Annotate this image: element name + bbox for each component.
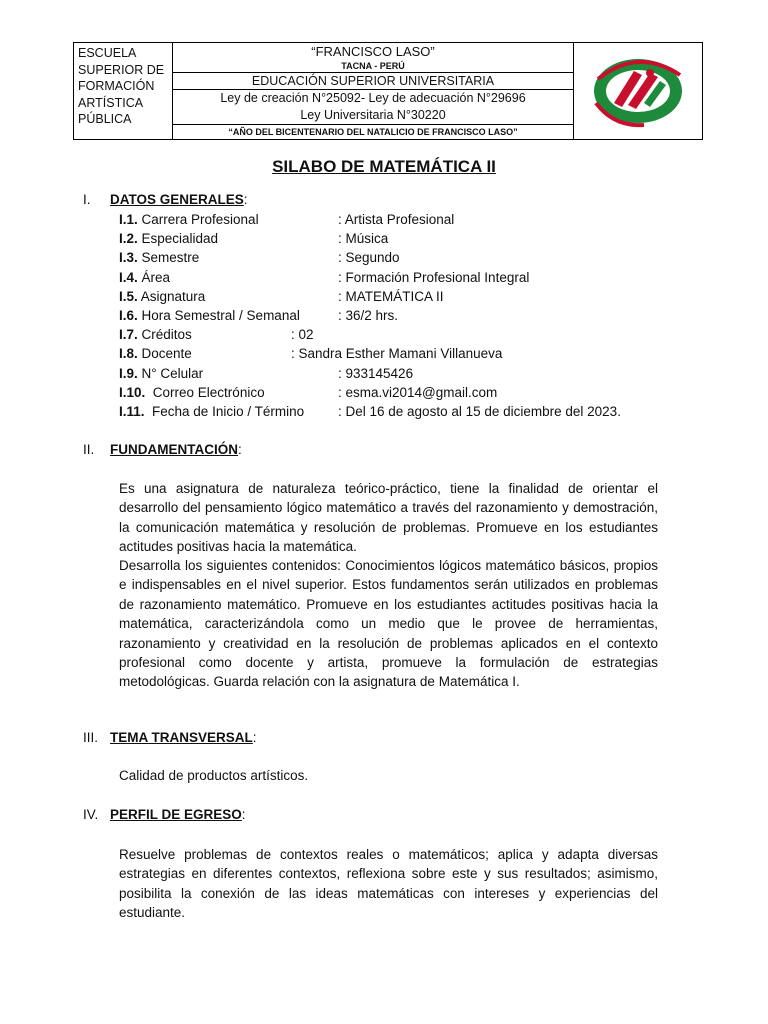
tema-transversal-text: Calidad de productos artísticos. (119, 768, 309, 783)
datos-value: : Segundo (338, 250, 400, 266)
datos-row (119, 402, 304, 421)
datos-value: : esma.vi2014@gmail.com (338, 384, 498, 400)
datos-label: Área (137, 269, 171, 285)
datos-label: Carrera Profesional (137, 212, 259, 227)
datos-label: Semestre (137, 250, 200, 266)
section-tema-transversal (83, 730, 257, 745)
section-number: I. (83, 192, 91, 207)
institution-name: “FRANCISCO LASO” (311, 44, 435, 59)
datos-code: I.4. (119, 269, 138, 285)
section-label: DATOS GENERALES (110, 192, 244, 207)
datos-label: Asignatura (137, 288, 206, 304)
datos-code: I.8. (119, 346, 138, 362)
datos-label: Especialidad (137, 231, 219, 247)
datos-value: : 02 (291, 327, 314, 343)
datos-value: : Música (338, 231, 389, 247)
fundamentacion-paragraph-2: Desarrolla los siguientes contenidos: Conocimientos lógicos matemático básicos, propios e indispensables en el nivel superior. Estos fundamentos serán utilizados en problemas de razonamiento matemático. Promueve en los estudiantes actitudes positivas hacia la matemática, caracterizándola como un medio que le provee de herramientas, razonamiento y creatividad en la resolución de problemas aplicados en el contexto profesional como docente y artista, promueve la formulación de estrategias metodológicas. Guarda relación con la asignatura de Matemática I. (119, 558, 658, 690)
datos-code: I.1. (119, 212, 138, 227)
section-colon: : (238, 442, 242, 457)
datos-label: Créditos (137, 327, 192, 343)
section-colon: : (241, 807, 246, 822)
section-number: II. (83, 442, 95, 457)
section-colon: : (252, 730, 257, 745)
section-label: FUNDAMENTACIÓN (110, 442, 238, 457)
datos-value: : Formación Profesional Integral (338, 269, 530, 285)
datos-code: I.7. (119, 327, 138, 343)
datos-row (119, 325, 192, 344)
datos-row (119, 268, 170, 287)
institution-location: TACNA - PERÚ (173, 60, 573, 73)
section-number: IV. (83, 807, 99, 822)
datos-code: I.6. (119, 308, 138, 323)
datos-label: Correo Electrónico (145, 384, 265, 400)
datos-label: N° Celular (137, 365, 204, 381)
datos-value: : 36/2 hrs. (338, 308, 399, 323)
perfil-egreso-text: Resuelve problemas de contextos reales o matemáticos; aplica y adapta diversas estrategias en diferentes contextos, reflexiona sobre este y sus resultados; asimismo, posibilita la conexión de las ideas matemáticas con intereses y experiencias del estudiante. (119, 847, 658, 921)
section-colon: : (243, 192, 248, 207)
header-table (73, 42, 703, 140)
page-title: SILABO DE MATEMÁTICA II (272, 157, 496, 176)
school-logo (588, 49, 688, 129)
section-label: TEMA TRANSVERSAL (110, 730, 253, 745)
law-info (173, 90, 573, 125)
law-line-2: Ley Universitaria N°30220 (300, 108, 446, 122)
section-datos-generales (83, 192, 248, 207)
datos-code: I.3. (119, 250, 138, 266)
section-label: PERFIL DE EGRESO (110, 807, 242, 822)
datos-code: I.11. (119, 404, 145, 419)
datos-row (119, 344, 192, 363)
datos-row (119, 383, 265, 402)
datos-value: : Sandra Esther Mamani Villanueva (291, 346, 503, 362)
datos-row (119, 248, 199, 267)
logo-cell (574, 43, 703, 140)
header-center (173, 43, 574, 140)
fundamentacion-paragraph-1: Es una asignatura de naturaleza teórico-práctico, tiene la finalidad de orientar el desarrollo del pensamiento lógico matemático a través del razonamiento y demostración, la comunicación matemática y resolución de problemas. Promueve en los estudiantes actitudes positivas hacia la matemática. (119, 481, 658, 555)
section-perfil-egreso (83, 807, 246, 822)
datos-row (119, 306, 300, 325)
datos-code: I.5. (119, 288, 138, 304)
datos-value: : 933145426 (338, 365, 414, 381)
datos-row (119, 287, 205, 306)
datos-row (119, 210, 259, 229)
datos-row (119, 364, 203, 383)
datos-label: Docente (137, 346, 192, 362)
datos-code: I.10. (119, 384, 146, 400)
section-fundamentacion (83, 442, 242, 457)
law-line-1: Ley de creación N°25092- Ley de adecuación N°29696 (220, 91, 526, 105)
year-motto: “AÑO DEL BICENTENARIO DEL NATALICIO DE FRANCISCO LASO” (228, 127, 518, 137)
datos-value: : Del 16 de agosto al 15 de diciembre del 2023. (338, 404, 621, 419)
education-level: EDUCACIÓN SUPERIOR UNIVERSITARIA (173, 73, 573, 90)
section-number: III. (83, 730, 99, 745)
datos-row (119, 229, 218, 248)
school-name: ESCUELA SUPERIOR DE FORMACIÓN ARTÍSTICA PÚBLICA (74, 43, 173, 140)
datos-code: I.2. (119, 231, 138, 247)
datos-value: : Artista Profesional (338, 212, 455, 227)
datos-label: Hora Semestral / Semanal (137, 308, 300, 323)
datos-label: Fecha de Inicio / Término (144, 404, 305, 419)
datos-code: I.9. (119, 365, 138, 381)
datos-value: : MATEMÁTICA II (338, 288, 444, 304)
